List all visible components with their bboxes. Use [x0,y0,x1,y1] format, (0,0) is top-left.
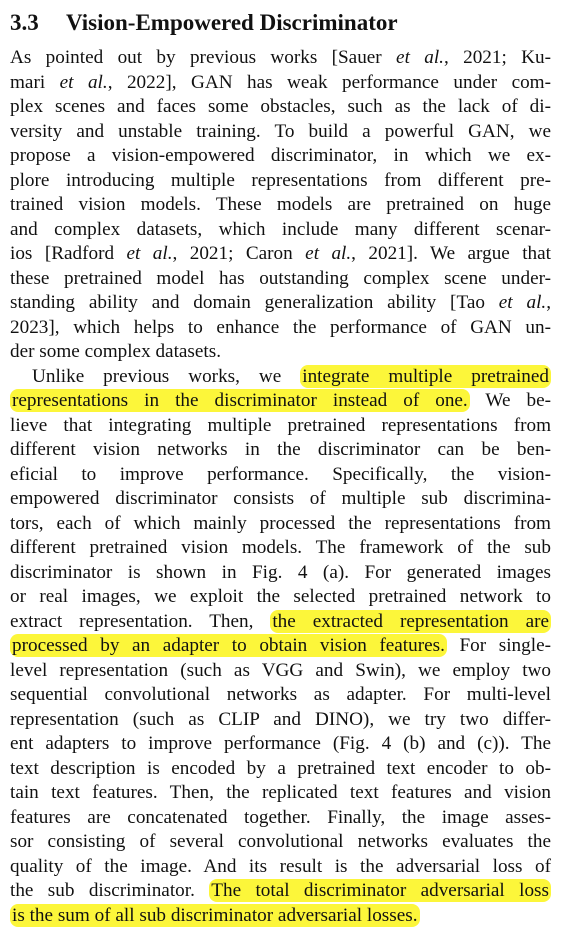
text-line: different pretrained vision models. The framework of the sub [10,537,551,558]
text-line [10,365,551,390]
paper-page [10,8,551,928]
text-line [10,610,551,635]
highlighted-text: representations in the discriminator instead of one. [12,390,468,411]
section-title: Vision-Empowered Discriminator [66,10,398,35]
text-line: sor consisting of several convolutional networks evaluates the [10,831,551,852]
text-line [10,904,551,929]
paragraph-1 [10,46,551,365]
highlighted-text: the extracted representation are [272,610,549,632]
italic-et-al: et al. [59,71,108,93]
text-line [10,879,551,904]
section-number: 3.3 [10,10,39,35]
italic-et-al: et al. [396,47,444,68]
text-line: empowered discriminator consists of multiple sub discrimina- [10,488,551,509]
text-line: sequential convolutional networks as adapter. For multi-level [10,684,551,705]
paragraph-2 [10,365,551,929]
text-line: these pretrained model has outstanding complex scene under- [10,267,551,289]
italic-et-al: et al. [498,292,547,313]
text-line: discriminator is shown in Fig. 4 (a). For generated images [10,561,551,583]
text-line [10,389,551,414]
text-line: lieve that integrating multiple pretrained representations from [10,414,551,436]
text-line: tain text features. Then, the replicated text features and vision [10,782,551,803]
text-run: We be- [469,390,551,411]
text-line: 2023], which helps to enhance the performance of GAN un- [10,316,551,338]
text-line: plore introducing multiple representations from different pre- [10,169,551,191]
text-line: text description is encoded by a pretrained text encoder to ob- [10,757,551,779]
text-line: mari et al., 2022], GAN has weak performance under com- [10,71,551,93]
text-line: quality of the image. And its result is the adversarial loss of [10,855,551,877]
text-line: and complex datasets, which include many different scenar- [10,218,551,240]
italic-et-al: et al. [126,243,173,264]
text-line: plex scenes and faces some obstacles, such as the lack of di- [10,96,551,117]
highlighted-text: The total discriminator adversarial loss [211,880,549,901]
text-line: versity and unstable training. To build a powerful GAN, we [10,120,551,142]
text-line [10,634,551,659]
text-line: der some complex datasets. [10,341,221,362]
text-line: ent adapters to improve performance (Fig. 4 (b) and (c)). The [10,733,551,754]
text-line: level representation (such as VGG and Swin), we employ two [10,659,551,681]
text-line: representation (such as CLIP and DINO), we try two differ- [10,708,551,730]
section-heading [10,8,551,38]
italic-et-al: et al. [305,243,352,264]
highlighted-text: integrate multiple pretrained [302,365,550,387]
text-line: tors, each of which mainly processed the representations from [10,512,551,534]
text-line: propose a vision-empowered discriminator, in which we ex- [10,145,551,166]
highlighted-text: processed by an adapter to obtain vision features. [12,635,445,656]
text-run: For single- [446,635,551,656]
highlighted-text: is the sum of all sub discriminator adversarial losses. [12,904,418,926]
text-line: ios [Radford et al., 2021; Caron et al., 2021]. We argue that [10,243,551,264]
text-line: or real images, we exploit the selected pretrained network to [10,586,551,607]
text-line: eficial to improve performance. Specifically, the vision- [10,463,551,485]
text-line: standing ability and domain generalization ability [Tao et al., [10,292,551,313]
text-run: Unlike previous works, we [32,365,301,387]
text-line: features are concatenated together. Finally, the image asses- [10,806,551,828]
text-line: As pointed out by previous works [Sauer et al., 2021; Ku- [10,47,551,68]
text-run: the sub discriminator. [10,880,210,901]
text-line: trained vision models. These models are pretrained on huge [10,194,551,215]
text-run: extract representation. Then, [10,610,271,632]
text-line: different vision networks in the discriminator can be ben- [10,439,551,460]
